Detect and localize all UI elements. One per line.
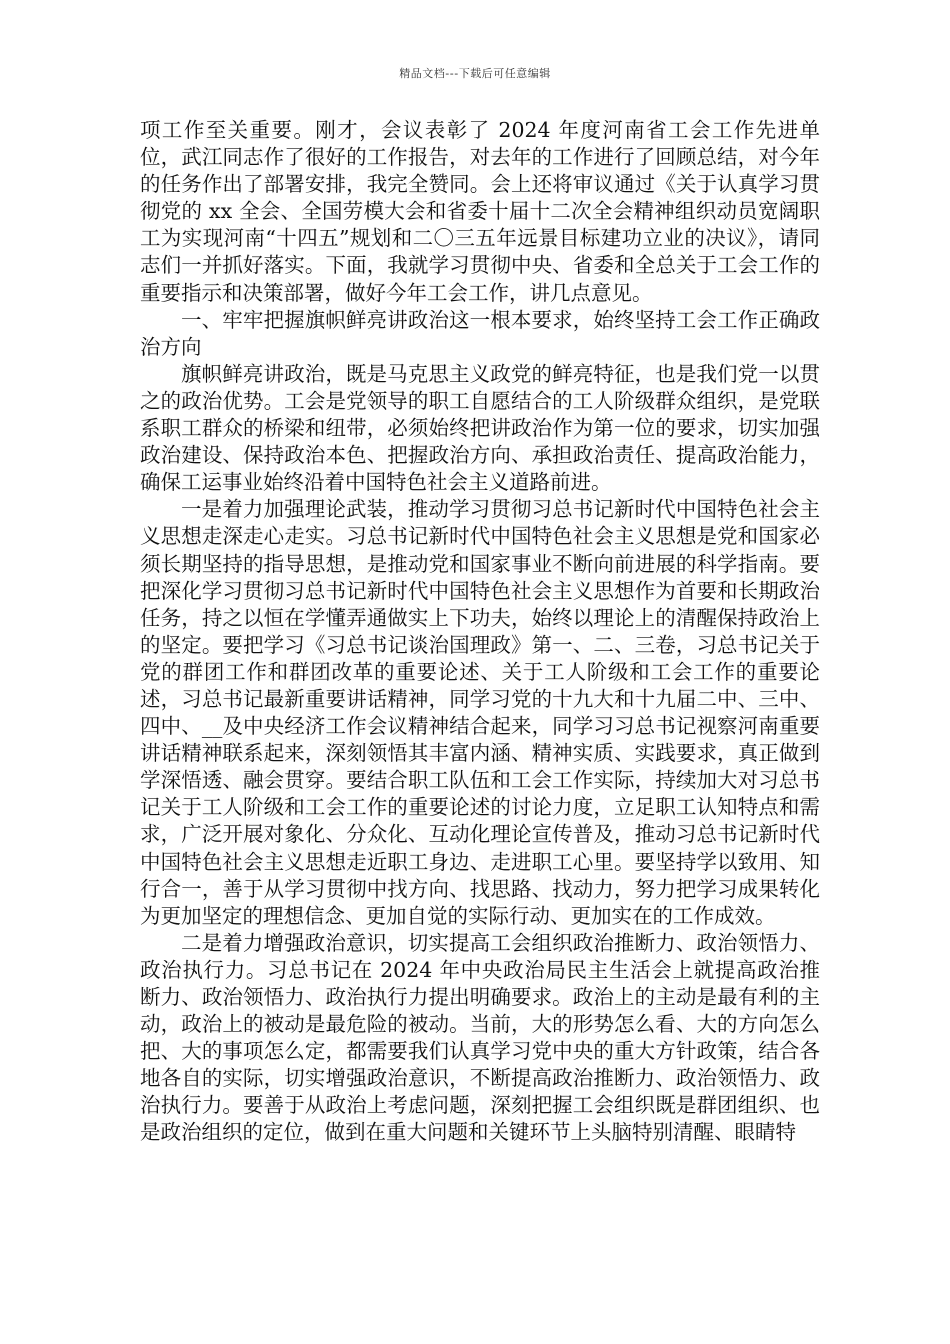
page-header: 精品文档---下载后可任意编辑	[399, 67, 551, 80]
paragraph-political-banner: 旗帜鲜亮讲政治，既是马克思主义政党的鲜亮特征，也是我们党一以贯之的政治优势。工会是党领导的职工自愿结合的工人阶级群众组织，是党联系职工群众的桥梁和纽带，必须始终把讲政治作为第一位的要求，切实加强政治建设、保持政治本色、把握政治方向、承担政治责任、提高政治能力，确保工运事业始终沿着中国特色社会主义道路前进。	[140, 361, 820, 495]
paragraph-theory-armament: 一是着力加强理论武装，推动学习贯彻习总书记新时代中国特色社会主义思想走深走心走实。习总书记新时代中国特色社会主义思想是党和国家必须长期坚持的指导思想，是推动党和国家事业不断向前进展的科学指南。要把深化学习贯彻习总书记新时代中国特色社会主义思想作为首要和长期政治任务，持之以恒在学懂弄通做实上下功夫，始终以理论上的清醒保持政治上的坚定。要把学习《习总书记谈治国理政》第一、二、三卷，习总书记关于党的群团工作和群团改革的重要论述、关于工人阶级和工会工作的重要论述，习总书记最新重要讲话精神，同学习党的十九大和十九届二中、三中、四中、__及中央经济工作会议精神结合起来，同学习习总书记视察河南重要讲话精神联系起来，深刻领悟其丰富内涵、精神实质、实践要求，真正做到学深悟透、融会贯穿。要结合职工队伍和工会工作实际，持续加大对习总书记关于工人阶级和工会工作的重要论述的讨论力度，立足职工认知特点和需求，广泛开展对象化、分众化、互动化理论宣传普及，推动习总书记新时代中国特色社会主义思想走近职工身边、走进职工心里。要坚持学以致用、知行合一，善于从学习贯彻中找方向、找思路、找动力，努力把学习成果转化为更加坚定的理想信念、更加自觉的实际行动、更加实在的工作成效。	[140, 497, 820, 928]
section-heading-1: 一、牢牢把握旗帜鲜亮讲政治这一根本要求，始终坚持工会工作正确政治方向	[140, 307, 820, 359]
paragraph-political-awareness: 二是着力增强政治意识，切实提高工会组织政治推断力、政治领悟力、政治执行力。习总书记在 2024 年中央政治局民主生活会上就提高政治推断力、政治领悟力、政治执行力提出明确要求。政治上的主动是最有利的主动，政治上的被动是最危险的被动。当前，大的形势怎么看、大的方向怎么把、大的事项怎么定，都需要我们认真学习党中央的重大方针政策，结合各地各自的实际，切实增强政治意识，不断提高政治推断力、政治领悟力、政治执行力。要善于从政治上考虑问题，深刻把握工会组织既是群团组织、也是政治组织的定位，做到在重大问题和关键环节上头脑特别清醒、眼睛特	[140, 930, 820, 1145]
paragraph-intro: 项工作至关重要。刚才，会议表彰了 2024 年度河南省工会工作先进单位，武江同志作了很好的工作报告，对去年的工作进行了回顾总结，对今年的任务作出了部署安排，我完全赞同。会上还将审议通过《关于认真学习贯彻党的 xx 全会、全国劳模大会和省委十届十二次全会精神组织动员宽阔职工为实现河南“十四五”规划和二〇三五年远景目标建功立业的决议》，请同志们一并抓好落实。下面，我就学习贯彻中央、省委和全总关于工会工作的重要指示和决策部署，做好今年工会工作，讲几点意见。	[140, 118, 820, 305]
document-body	[140, 117, 820, 1147]
